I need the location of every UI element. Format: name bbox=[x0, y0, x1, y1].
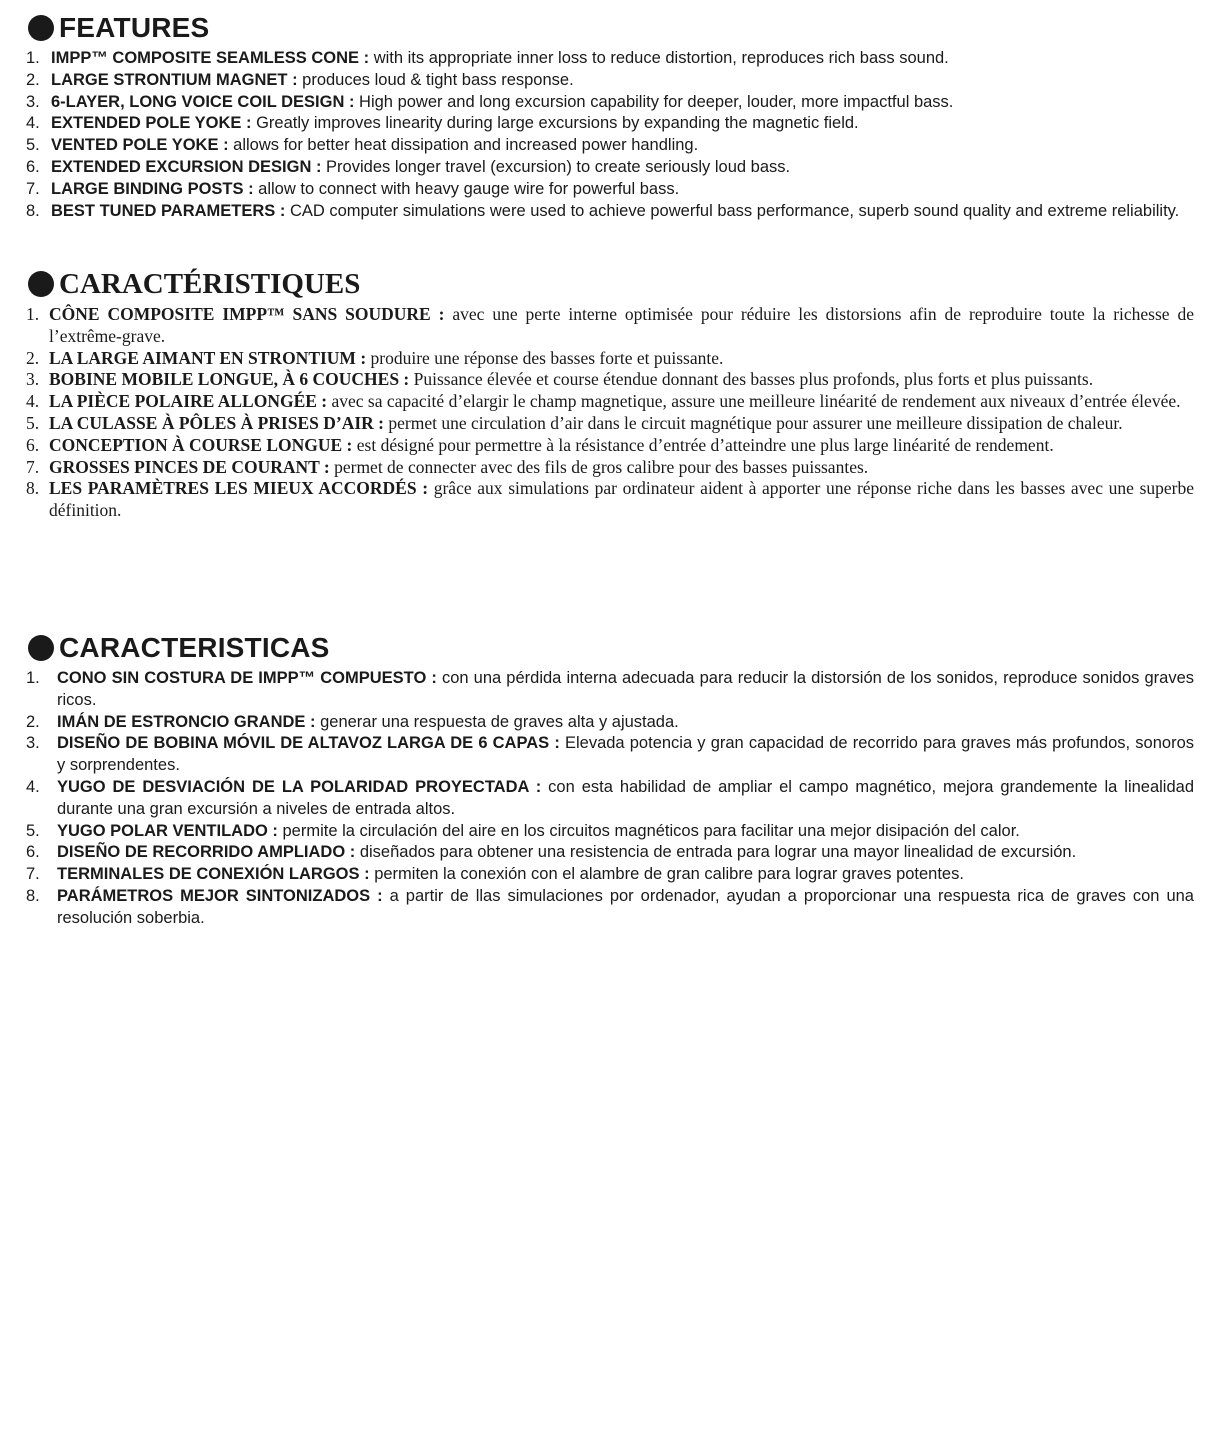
item-label: IMÁN DE ESTRONCIO GRANDE : bbox=[57, 712, 316, 731]
bullet-dot-icon bbox=[28, 15, 54, 41]
feature-item bbox=[26, 413, 1194, 435]
section-title: CARACTÉRISTIQUES bbox=[59, 267, 361, 300]
feature-item bbox=[26, 864, 1194, 886]
item-label: LA PIÈCE POLAIRE ALLONGÉE : bbox=[49, 391, 328, 412]
item-number: 3. bbox=[26, 369, 40, 390]
item-number: 7. bbox=[26, 179, 40, 198]
features-section-french bbox=[26, 266, 1194, 522]
item-label: YUGO DE DESVIACIÓN DE LA POLARIDAD PROYECTADA : bbox=[57, 777, 542, 796]
item-label: LES PARAMÈTRES LES MIEUX ACCORDÉS : bbox=[49, 478, 429, 499]
item-text: produces loud & tight bass response. bbox=[297, 70, 574, 89]
feature-list bbox=[26, 304, 1194, 522]
bullet-dot-icon bbox=[28, 635, 54, 661]
item-label: LARGE BINDING POSTS : bbox=[51, 179, 254, 198]
item-label: DISEÑO DE BOBINA MÓVIL DE ALTAVOZ LARGA DE 6 CAPAS : bbox=[57, 734, 560, 753]
features-section-english bbox=[26, 10, 1194, 222]
item-number: 1. bbox=[26, 49, 40, 67]
item-label: TERMINALES DE CONEXIÓN LARGOS : bbox=[57, 865, 370, 884]
item-text: with its appropriate inner loss to reduce distortion, reproduces rich bass sound. bbox=[369, 49, 949, 67]
item-label: DISEÑO DE RECORRIDO AMPLIADO : bbox=[57, 843, 356, 862]
section-heading bbox=[26, 266, 1194, 302]
item-label: LA CULASSE À PÔLES À PRISES D’AIR : bbox=[49, 412, 385, 433]
feature-item bbox=[26, 842, 1194, 864]
feature-list bbox=[26, 48, 1194, 222]
item-text: Greatly improves linearity during large excursions by expanding the magnetic field. bbox=[251, 114, 859, 133]
bullet-dot-icon bbox=[28, 271, 54, 297]
feature-item bbox=[26, 777, 1194, 821]
feature-item bbox=[26, 457, 1194, 479]
feature-item bbox=[26, 733, 1194, 777]
item-text: permet de connecter avec des fils de gros calibre pour des basses puissantes. bbox=[329, 456, 869, 477]
section-title: FEATURES bbox=[59, 12, 210, 43]
item-number: 5. bbox=[26, 821, 40, 840]
feature-item bbox=[26, 435, 1194, 457]
item-number: 7. bbox=[26, 865, 40, 884]
section-heading bbox=[26, 630, 1194, 666]
item-text: a partir de llas simulaciones por ordenador, ayudan a proporcionar una respuesta rica de graves con una resolución soberbia. bbox=[57, 886, 1194, 927]
item-text: con una pérdida interna adecuada para reducir la distorsión de los sonidos, reproduce sonidos graves ricos. bbox=[57, 669, 1194, 709]
section-title: CARACTERISTICAS bbox=[59, 632, 330, 663]
item-number: 6. bbox=[26, 843, 40, 862]
item-number: 8. bbox=[26, 201, 40, 220]
item-number: 3. bbox=[26, 734, 40, 753]
item-number: 1. bbox=[26, 669, 40, 687]
item-label: LA LARGE AIMANT EN STRONTIUM : bbox=[49, 347, 367, 368]
features-section-spanish bbox=[26, 630, 1194, 930]
item-label: CÔNE COMPOSITE IMPP™ SANS SOUDURE : bbox=[49, 304, 445, 324]
item-text: Provides longer travel (excursion) to create seriously loud bass. bbox=[321, 157, 791, 176]
item-number: 8. bbox=[26, 886, 40, 905]
feature-item bbox=[26, 304, 1194, 348]
item-number: 1. bbox=[26, 304, 40, 324]
feature-item bbox=[26, 668, 1194, 712]
item-number: 3. bbox=[26, 92, 40, 111]
feature-item bbox=[26, 712, 1194, 734]
item-label: LARGE STRONTIUM MAGNET : bbox=[51, 70, 298, 89]
feature-item bbox=[26, 92, 1194, 114]
item-text: CAD computer simulations were used to achieve powerful bass performance, superb sound quality and extreme reliability. bbox=[285, 201, 1180, 220]
item-label: 6-LAYER, LONG VOICE COIL DESIGN : bbox=[51, 92, 355, 111]
feature-item bbox=[26, 821, 1194, 843]
item-text: est désigné pour permettre à la résistance d’entrée d’atteindre une plus large linéarité de rendement. bbox=[352, 434, 1054, 455]
item-number: 2. bbox=[26, 70, 40, 89]
item-number: 2. bbox=[26, 712, 40, 731]
item-text: produire une réponse des basses forte et puissante. bbox=[366, 347, 724, 368]
section-heading bbox=[26, 10, 1194, 46]
item-text: Elevada potencia y gran capacidad de recorrido para graves más profundos, sonoros y sorprendentes. bbox=[57, 734, 1194, 775]
item-text: generar una respuesta de graves alta y ajustada. bbox=[315, 712, 679, 731]
item-label: BOBINE MOBILE LONGUE, À 6 COUCHES : bbox=[49, 369, 410, 390]
item-label: EXTENDED EXCURSION DESIGN : bbox=[51, 157, 322, 176]
feature-item bbox=[26, 886, 1194, 930]
item-number: 5. bbox=[26, 136, 40, 155]
item-text: diseñados para obtener una resistencia de entrada para lograr una mayor linealidad de excursión. bbox=[355, 843, 1077, 862]
feature-item bbox=[26, 157, 1194, 179]
feature-list bbox=[26, 668, 1194, 930]
item-number: 4. bbox=[26, 114, 40, 133]
item-label: CONO SIN COSTURA DE IMPP™ COMPUESTO : bbox=[57, 669, 437, 687]
item-label: GROSSES PINCES DE COURANT : bbox=[49, 456, 330, 477]
item-text: allow to connect with heavy gauge wire for powerful bass. bbox=[253, 179, 680, 198]
item-number: 5. bbox=[26, 412, 40, 433]
item-text: permite la circulación del aire en los circuitos magnéticos para facilitar una mejor disipación del calor. bbox=[277, 821, 1020, 840]
item-text: High power and long excursion capability for deeper, louder, more impactful bass. bbox=[354, 92, 954, 111]
feature-item bbox=[26, 369, 1194, 391]
feature-item bbox=[26, 113, 1194, 135]
feature-item bbox=[26, 48, 1194, 70]
feature-item bbox=[26, 135, 1194, 157]
feature-item bbox=[26, 348, 1194, 370]
feature-item bbox=[26, 70, 1194, 92]
item-number: 4. bbox=[26, 391, 40, 412]
item-number: 2. bbox=[26, 347, 40, 368]
item-label: EXTENDED POLE YOKE : bbox=[51, 114, 252, 133]
item-text: con esta habilidad de ampliar el campo magnético, mejora grandemente la linealidad durante una gran excursión a niveles de entrada altos. bbox=[57, 777, 1194, 818]
feature-item bbox=[26, 478, 1194, 522]
item-text: grâce aux simulations par ordinateur aident à apporter une réponse riche dans les basses avec une superbe définition. bbox=[49, 478, 1194, 521]
item-text: avec une perte interne optimisée pour réduire les distorsions afin de reproduire toute la richesse de l’extrême-grave. bbox=[49, 304, 1194, 346]
item-label: YUGO POLAR VENTILADO : bbox=[57, 821, 278, 840]
item-label: VENTED POLE YOKE : bbox=[51, 136, 229, 155]
feature-item bbox=[26, 201, 1194, 223]
feature-item bbox=[26, 391, 1194, 413]
item-number: 6. bbox=[26, 157, 40, 176]
item-label: CONCEPTION À COURSE LONGUE : bbox=[49, 434, 353, 455]
item-number: 7. bbox=[26, 456, 40, 477]
item-label: IMPP™ COMPOSITE SEAMLESS CONE : bbox=[51, 49, 370, 67]
item-number: 4. bbox=[26, 777, 40, 796]
item-number: 8. bbox=[26, 478, 40, 499]
item-text: permiten la conexión con el alambre de gran calibre para lograr graves potentes. bbox=[369, 865, 964, 884]
item-text: avec sa capacité d’elargir le champ magnetique, assure une meilleure linéarité de rendement aux niveaux d’entrée élevée. bbox=[327, 391, 1181, 412]
feature-item bbox=[26, 179, 1194, 201]
item-text: permet une circulation d’air dans le circuit magnétique pour assurer une meilleure dissipation de chaleur. bbox=[384, 412, 1123, 433]
item-text: allows for better heat dissipation and increased power handling. bbox=[228, 136, 699, 155]
item-label: BEST TUNED PARAMETERS : bbox=[51, 201, 286, 220]
item-text: Puissance élevée et course étendue donnant des basses plus profonds, plus forts et plus puissants. bbox=[409, 369, 1094, 390]
item-number: 6. bbox=[26, 434, 40, 455]
item-label: PARÁMETROS MEJOR SINTONIZADOS : bbox=[57, 886, 383, 905]
